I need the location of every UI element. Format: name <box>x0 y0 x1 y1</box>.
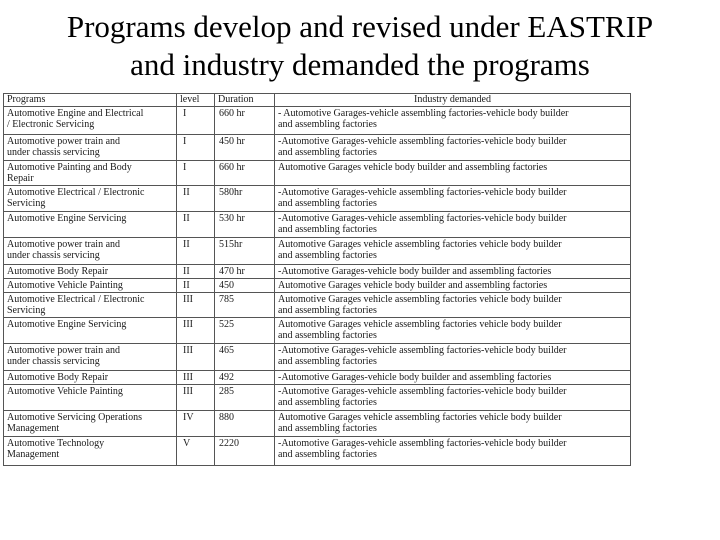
duration-cell: 492 <box>215 371 275 385</box>
duration-cell: 2220 <box>215 437 275 466</box>
industry-cell: -Automotive Garages-vehicle assembling factories-vehicle body builder and assembling factories <box>275 344 631 371</box>
program-cell: Automotive Electrical / Electronic Servicing <box>4 293 177 318</box>
industry-cell: -Automotive Garages-vehicle body builder and assembling factories <box>275 265 631 279</box>
level-cell: II <box>177 186 215 212</box>
title-line-2: and industry demanded the programs <box>130 47 590 82</box>
program-cell: Automotive Electrical / Electronic Servicing <box>4 186 177 212</box>
duration-cell: 660 hr <box>215 161 275 186</box>
level-cell: V <box>177 437 215 466</box>
industry-cell: Automotive Garages vehicle assembling factories vehicle body builder and assembling factories <box>275 411 631 437</box>
level-cell: III <box>177 385 215 411</box>
duration-cell: 450 hr <box>215 135 275 161</box>
level-cell: I <box>177 107 215 135</box>
level-cell: II <box>177 265 215 279</box>
industry-cell: Automotive Garages vehicle assembling factories vehicle body builder and assembling factories <box>275 293 631 318</box>
table-row <box>4 135 631 161</box>
level-cell: II <box>177 238 215 265</box>
slide-title <box>0 8 720 84</box>
programs-table-container <box>3 93 630 466</box>
industry-cell: -Automotive Garages-vehicle assembling factories-vehicle body builder and assembling factories <box>275 437 631 466</box>
table-row <box>4 293 631 318</box>
table-row <box>4 279 631 293</box>
level-cell: II <box>177 279 215 293</box>
program-cell: Automotive Body Repair <box>4 371 177 385</box>
program-cell: Automotive power train and under chassis servicing <box>4 344 177 371</box>
table-row <box>4 385 631 411</box>
header-level: level <box>177 94 215 107</box>
program-cell: Automotive Painting and Body Repair <box>4 161 177 186</box>
program-cell: Automotive Technology Management <box>4 437 177 466</box>
table-row <box>4 265 631 279</box>
program-cell: Automotive Engine and Electrical / Electronic Servicing <box>4 107 177 135</box>
industry-cell: -Automotive Garages-vehicle assembling factories-vehicle body builder and assembling factories <box>275 186 631 212</box>
programs-table <box>3 93 631 466</box>
duration-cell: 660 hr <box>215 107 275 135</box>
program-cell: Automotive Vehicle Painting <box>4 279 177 293</box>
industry-cell: -Automotive Garages-vehicle assembling factories-vehicle body builder and assembling factories <box>275 385 631 411</box>
header-industry-demanded: Industry demanded <box>275 94 631 107</box>
industry-cell: Automotive Garages vehicle body builder and assembling factories <box>275 161 631 186</box>
program-cell: Automotive Servicing Operations Management <box>4 411 177 437</box>
header-duration: Duration <box>215 94 275 107</box>
duration-cell: 515hr <box>215 238 275 265</box>
table-row <box>4 437 631 466</box>
level-cell: I <box>177 135 215 161</box>
program-cell: Automotive Vehicle Painting <box>4 385 177 411</box>
industry-cell: Automotive Garages vehicle body builder and assembling factories <box>275 279 631 293</box>
table-row <box>4 107 631 135</box>
table-row <box>4 238 631 265</box>
duration-cell: 580hr <box>215 186 275 212</box>
duration-cell: 880 <box>215 411 275 437</box>
table-header-row <box>4 94 631 107</box>
duration-cell: 285 <box>215 385 275 411</box>
level-cell: III <box>177 344 215 371</box>
industry-cell: -Automotive Garages-vehicle body builder and assembling factories <box>275 371 631 385</box>
program-cell: Automotive Engine Servicing <box>4 212 177 238</box>
duration-cell: 525 <box>215 318 275 344</box>
table-row <box>4 371 631 385</box>
industry-cell: Automotive Garages vehicle assembling factories vehicle body builder and assembling factories <box>275 318 631 344</box>
table-row <box>4 212 631 238</box>
title-line-1: Programs develop and revised under EASTRIP <box>66 9 654 44</box>
industry-cell: -Automotive Garages-vehicle assembling factories-vehicle body builder and assembling factories <box>275 135 631 161</box>
duration-cell: 465 <box>215 344 275 371</box>
duration-cell: 450 <box>215 279 275 293</box>
duration-cell: 785 <box>215 293 275 318</box>
table-row <box>4 344 631 371</box>
industry-cell: - Automotive Garages-vehicle assembling factories-vehicle body builder and assembling factories <box>275 107 631 135</box>
table-row <box>4 318 631 344</box>
level-cell: IV <box>177 411 215 437</box>
level-cell: III <box>177 318 215 344</box>
program-cell: Automotive power train and under chassis servicing <box>4 238 177 265</box>
header-programs: Programs <box>4 94 177 107</box>
program-cell: Automotive Body Repair <box>4 265 177 279</box>
industry-cell: Automotive Garages vehicle assembling factories vehicle body builder and assembling factories <box>275 238 631 265</box>
table-row <box>4 411 631 437</box>
program-cell: Automotive power train and under chassis servicing <box>4 135 177 161</box>
level-cell: III <box>177 371 215 385</box>
level-cell: I <box>177 161 215 186</box>
industry-cell: -Automotive Garages-vehicle assembling factories-vehicle body builder and assembling factories <box>275 212 631 238</box>
level-cell: III <box>177 293 215 318</box>
table-row <box>4 161 631 186</box>
program-cell: Automotive Engine Servicing <box>4 318 177 344</box>
level-cell: II <box>177 212 215 238</box>
duration-cell: 470 hr <box>215 265 275 279</box>
duration-cell: 530 hr <box>215 212 275 238</box>
table-row <box>4 186 631 212</box>
